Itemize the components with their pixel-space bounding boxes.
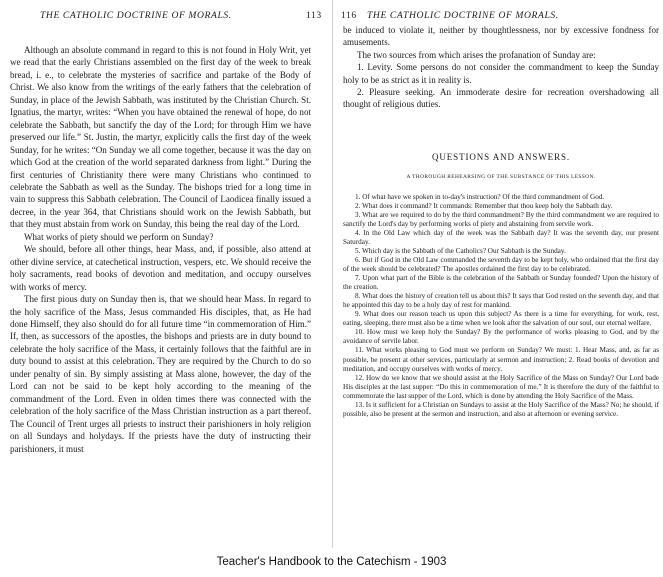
qa-item: 8. What does the history of creation tell us about this? It says that God rested on the seventh day, and that he appointed this day to be a holy day of rest for mankind. [343, 292, 659, 310]
qa-list [343, 193, 659, 419]
qa-subheading: A THOROUGH REHEARSING OF THE SUBSTANCE OF THIS LESSON. [406, 174, 596, 181]
page-number: 113 [306, 10, 322, 21]
right-page-body [333, 24, 663, 419]
qa-heading: QUESTIONS AND ANSWERS. [431, 151, 571, 162]
running-head: THE CATHOLIC DOCTRINE OF MORALS. [367, 10, 559, 21]
qa-item: 13. Is it sufficient for a Christian on Sundays to assist at the Holy Sacrifice of the Mass? No; he should, if possible, also be present at the sermon and instruction, and also at afternoon or evening service. [343, 400, 659, 418]
running-head: THE CATHOLIC DOCTRINE OF MORALS. [40, 10, 232, 21]
qa-item: 11. What works pleasing to God must we perform on Sunday? We must: 1. Hear Mass, and, as far as possible, be present at other services, particularly at sermon and instruction; 2. Read books of devotion and meditation, and occupy ourselves with works of mercy. [343, 346, 659, 373]
paragraph: The first pious duty on Sunday then is, that we should hear Mass. In regard to the holy sacrifice of the Mass, Jesus commanded His disciples, that, as He had done Himself, they also should do for all future time “in commemoration of Him.” If, then, as successors of the apostles, the bishops and priests are in duty bound to celebrate the holy sacrifice of the Mass, it certainly follows that the faithful are in duty bound to assist at this celebration. They are required by the Church to do so under penalty of sin. By simply assisting at Mass alone, however, the day of the Lord can not be said to be kept holy according to the meaning of the commandment of the Lord. Even in olden times there was connected with the celebration of the holy sacrifice of the Mass Christian instruction as a part thereof. The Council of Trent urges all priests to instruct their parishioners in holy religion on all Sundays and holydays. If the priests have the duty of instructing their parishioners, it must [10, 294, 311, 454]
right-page-header [333, 10, 663, 24]
qa-item: 10. How must we keep holy the Sunday? By the performance of works pleasing to God, and by the avoidance of servile labor. [343, 328, 659, 346]
left-page-body [0, 44, 333, 455]
paragraph: be induced to violate it, neither by thoughtlessness, nor by excessive fondness for amusements. [343, 25, 659, 48]
left-page-header [0, 10, 333, 24]
qa-item: 1. Of what have we spoken in to-day's instruction? Of the third commandment of God. [355, 192, 605, 201]
paragraph: What works of piety should we perform on Sunday? [24, 231, 214, 242]
right-page [333, 0, 663, 548]
paragraph: The two sources from which arises the profanation of Sunday are: [357, 49, 596, 60]
qa-item: 4. In the Old Law which day of the week was the Sabbath day? It was the seventh day, our present Saturday. [343, 228, 659, 246]
image-caption: Teacher's Handbook to the Catechism - 1903 [216, 556, 447, 568]
paragraph: Although an absolute command in regard to this is not found in Holy Writ, yet we read that the early Christians assembled on the first day of the week to break bread, i. e., to celebrate the mysteries of sacrifice and partake of the Body of Christ. We also know from the writings of the early fathers that the celebration of Sunday, in place of the Jewish Sabbath, was instituted by the Christian Church. St. Ignatius, the martyr, writes: “When you have obtained the renewal of hope, do not celebrate the Sabbath, but sanctify the day of the Lord; for through Him we have preserved our life.” St. Justin, the martyr, explicitly calls the first day of the week Sunday, for he writes: “On Sunday we all come together, because it was the day on which God at the creation of the world separated darkness from light.” During the first centuries of Christianity there were many Christians who continued to celebrate the Sabbath as well as the Sunday. The bishops tried for a long time in vain to suppress this Sabbath celebration. The Council of Laodicea finally issued a decree, in the year 364, that Christians should work on the Jewish Sabbath, but that they must abstain from work on Sunday, this being the real day of the Lord. [10, 45, 311, 230]
qa-item: 2. What does it command? It commands: Remember that thou keep holy the Sabbath day. [355, 201, 613, 210]
qa-item: 12. How do we know that we should assist at the Holy Sacrifice of the Mass on Sunday? Our Lord bade His disciples at the last supper: “Do this in commemoration of me.” It is therefore the duty of the faithful to commemorate the last supper of the Lord, which is done by attending the Holy Sacrifice of the Mass. [343, 373, 659, 400]
qa-item: 3. What are we required to do by the third commandment? By the third commandment we are required to sanctify the Lord's day by performing works of piety and abstaining from servile work. [343, 210, 659, 228]
paragraph: We should, before all other things, hear Mass, and, if possible, also attend at other divine service, at catechetical instruction, vespers, etc. We should receive the holy sacraments, read books of devotion and meditation, and occupy ourselves with works of mercy. [10, 244, 311, 292]
qa-item: 6. But if God in the Old Law commanded the seventh day to be kept holy, who ordained that the first day of the week should be celebrated? The apostles ordained the first day to be celebrated. [343, 255, 659, 274]
qa-item: 5. Which day is the Sabbath of the Catholics? Our Sabbath is the Sunday. [355, 246, 566, 255]
page-number: 116 [341, 10, 357, 21]
qa-item: 7. Upon what part of the Bible is the celebration of the Sabbath or Sunday founded? Upon the history of the creation. [343, 274, 659, 292]
left-page [0, 0, 333, 548]
paragraph: 2. Pleasure seeking. An immoderate desire for recreation overshadowing all thought of religious duties. [343, 87, 659, 110]
qa-item: 9. What does our reason teach us upon this subject? As there is a time for everything, for work, rest, eating, sleeping, there must also be a time when we look after the salvation of our soul, our eternal welfare. [343, 310, 659, 328]
paragraph: 1. Levity. Some persons do not consider the commandment to keep the Sunday holy to be as strict as it in reality is. [343, 62, 659, 85]
